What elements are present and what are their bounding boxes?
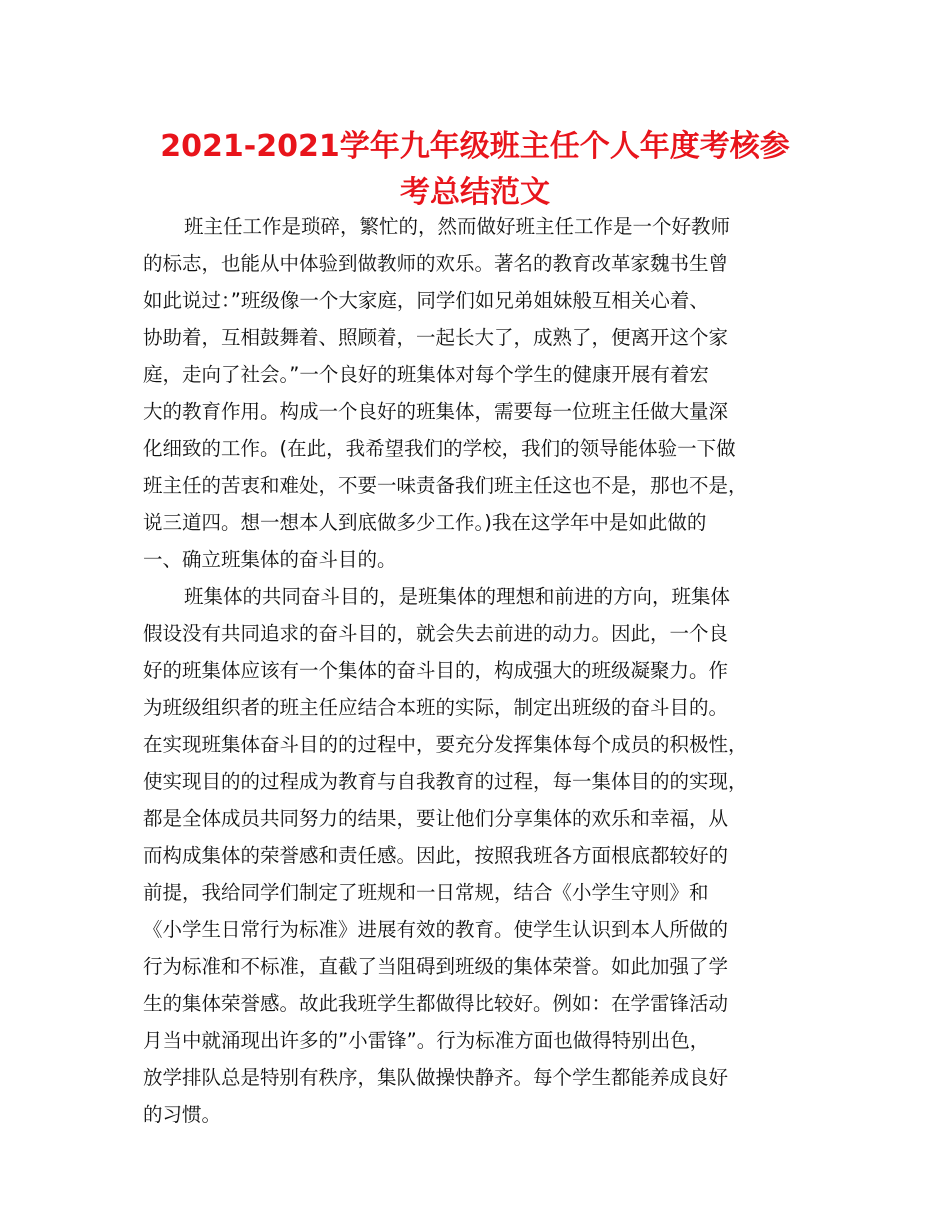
paragraph-line: 班主任的苦衷和难处，不要一味责备我们班主任这也不是，那也不是，: [143, 474, 748, 497]
paragraph-line: 在实现班集体奋斗目的的过程中，要充分发挥集体每个成员的积极性，: [143, 733, 748, 756]
paragraph-line: 班集体的共同奋斗目的，是班集体的理想和前进的方向，班集体: [184, 585, 731, 608]
paragraph-line: 前提，我给同学们制定了班规和一日常规，结合《小学生守则》和: [143, 881, 709, 904]
section-heading: 一、确立班集体的奋斗目的。: [143, 548, 397, 571]
paragraph-line: 假设没有共同追求的奋斗目的，就会失去前进的动力。因此，一个良: [143, 622, 729, 645]
paragraph-line: 而构成集体的荣誉感和责任感。因此，按照我班各方面根底都较好的: [143, 844, 729, 867]
paragraph-line: 使实现目的的过程成为教育与自我教育的过程，每一集体目的的实现，: [143, 770, 748, 793]
paragraph-line: 好的班集体应该有一个集体的奋斗目的，构成强大的班级凝聚力。作: [143, 659, 729, 682]
title-line-2: 考总结范文: [400, 175, 550, 210]
document-title: [130, 124, 820, 216]
paragraph-line: 班主任工作是琐碎，繁忙的，然而做好班主任工作是一个好教师: [184, 215, 731, 238]
paragraph-line: 说三道四。想一想本人到底做多少工作。)我在这学年中是如此做的: [143, 511, 707, 534]
paragraph-1: [143, 208, 835, 578]
paragraph-line: 如此说过：”班级像一个大家庭，同学们如兄弟姐妹般互相关心着、: [143, 289, 709, 312]
paragraph-line: 的习惯。: [143, 1103, 222, 1126]
paragraph-line: 为班级组织者的班主任应结合本班的实际，制定出班级的奋斗目的。: [143, 696, 729, 719]
paragraph-line: 庭，走向了社会。”一个良好的班集体对每个学生的健康开展有着宏: [143, 363, 709, 386]
paragraph-line: 生的集体荣誉感。故此我班学生都做得比较好。例如：在学雷锋活动: [143, 992, 729, 1015]
paragraph-2: [143, 578, 835, 1133]
paragraph-line: 协助着，互相鼓舞着、照顾着，一起长大了，成熟了，便离开这个家: [143, 326, 729, 349]
paragraph-line: 化细致的工作。(在此，我希望我们的学校，我们的领导能体验一下做: [143, 437, 736, 460]
title-line-1: 2021-2021学年九年级班主任个人年度考核参: [160, 129, 790, 164]
paragraph-line: 放学排队总是特别有秩序，集队做操快静齐。每个学生都能养成良好: [143, 1066, 729, 1089]
paragraph-line: 月当中就涌现出许多的”小雷锋”。行为标准方面也做得特别出色，: [143, 1029, 710, 1052]
paragraph-line: 行为标准和不标准，直截了当阻碍到班级的集体荣誉。如此加强了学: [143, 955, 729, 978]
paragraph-line: 都是全体成员共同努力的结果，要让他们分享集体的欢乐和幸福，从: [143, 807, 729, 830]
paragraph-line: 《小学生日常行为标准》进展有效的教育。使学生认识到本人所做的: [143, 918, 729, 941]
document-body: [143, 208, 835, 1133]
paragraph-line: 大的教育作用。构成一个良好的班集体，需要每一位班主任做大量深: [143, 400, 729, 423]
paragraph-line: 的标志，也能从中体验到做教师的欢乐。著名的教育改革家魏书生曾: [143, 252, 729, 275]
